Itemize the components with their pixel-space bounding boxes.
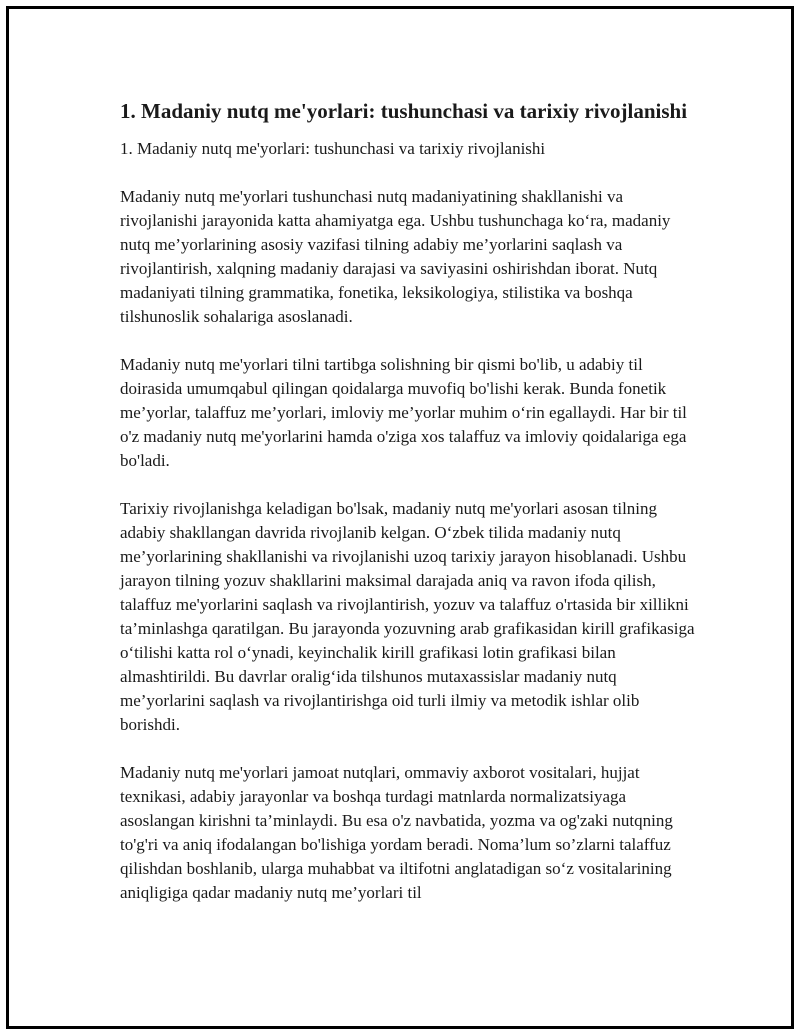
document-subtitle: 1. Madaniy nutq me'yorlari: tushunchasi va tarixiy rivojlanishi — [120, 139, 546, 158]
document-content — [120, 97, 695, 929]
paragraph-2: Madaniy nutq me'yorlari tilni tartibga solishning bir qismi bo'lib, u adabiy til doirasida umumqabul qilingan qoidalarga muvofiq bo'lishi kerak. Bunda fonetik me’yorlar, talaffuz me’yorlari, imloviy me’yorlar muhim o‘rin egallaydi. Har bir til o'z madaniy nutq me'yorlarini hamda o'ziga xos talaffuz va imloviy qoidalariga ega bo'ladi. — [120, 355, 687, 470]
paragraph-3: Tarixiy rivojlanishga keladigan bo'lsak, madaniy nutq me'yorlari asosan tilning adabiy shakllangan davrida rivojlanib kelgan. O‘zbek tilida madaniy nutq me’yorlarining shakllanishi va rivojlanishi uzoq tarixiy jarayon hisoblanadi. Ushbu jarayon tilning yozuv shakllarini maksimal darajada aniq va ravon ifoda qilish, talaffuz me'yorlarini saqlash va rivojlantirish, yozuv va talaffuz o'rtasida bir xillikni ta’minlashga qaratilgan. Bu jarayonda yozuvning arab grafikasidan kirill grafikasiga o‘tilishi katta rol o‘ynadi, keyinchalik kirill grafikasi lotin grafikasi bilan almashtirildi. Bu davrlar oralig‘ida tilshunos mutaxassislar madaniy nutq me’yorlarini saqlash va rivojlantirishga oid turli ilmiy va metodik ishlar olib borishdi. — [120, 499, 695, 734]
paragraph-1: Madaniy nutq me'yorlari tushunchasi nutq madaniyatining shakllanishi va rivojlanishi jarayonida katta ahamiyatga ega. Ushbu tushunchaga ko‘ra, madaniy nutq me’yorlarining asosiy vazifasi tilning adabiy me’yorlarini saqlash va rivojlantirish, xalqning madaniy darajasi va saviyasini oshirishdan iborat. Nutq madaniyati tilning grammatika, fonetika, leksikologiya, stilistika va boshqa tilshunoslik sohalariga asoslanadi. — [120, 187, 671, 326]
paragraph-4: Madaniy nutq me'yorlari jamoat nutqlari, ommaviy axborot vositalari, hujjat texnikasi, adabiy jarayonlar va boshqa turdagi matnlarda normalizatsiyaga asoslangan kirishni ta’minlaydi. Bu esa o'z navbatida, yozma va og'zaki nutqning to'g'ri va aniq ifodalangan bo'lishiga yordam beradi. Noma’lum so’zlarni talaffuz qilishdan boshlanib, ularga muhabbat va iltifotni anglatadigan so‘z vositalarining aniqligiga qadar madaniy nutq me’yorlari til — [120, 763, 673, 902]
document-page — [6, 6, 794, 1029]
document-title: 1. Madaniy nutq me'yorlari: tushunchasi va tarixiy rivojlanishi — [120, 99, 688, 123]
